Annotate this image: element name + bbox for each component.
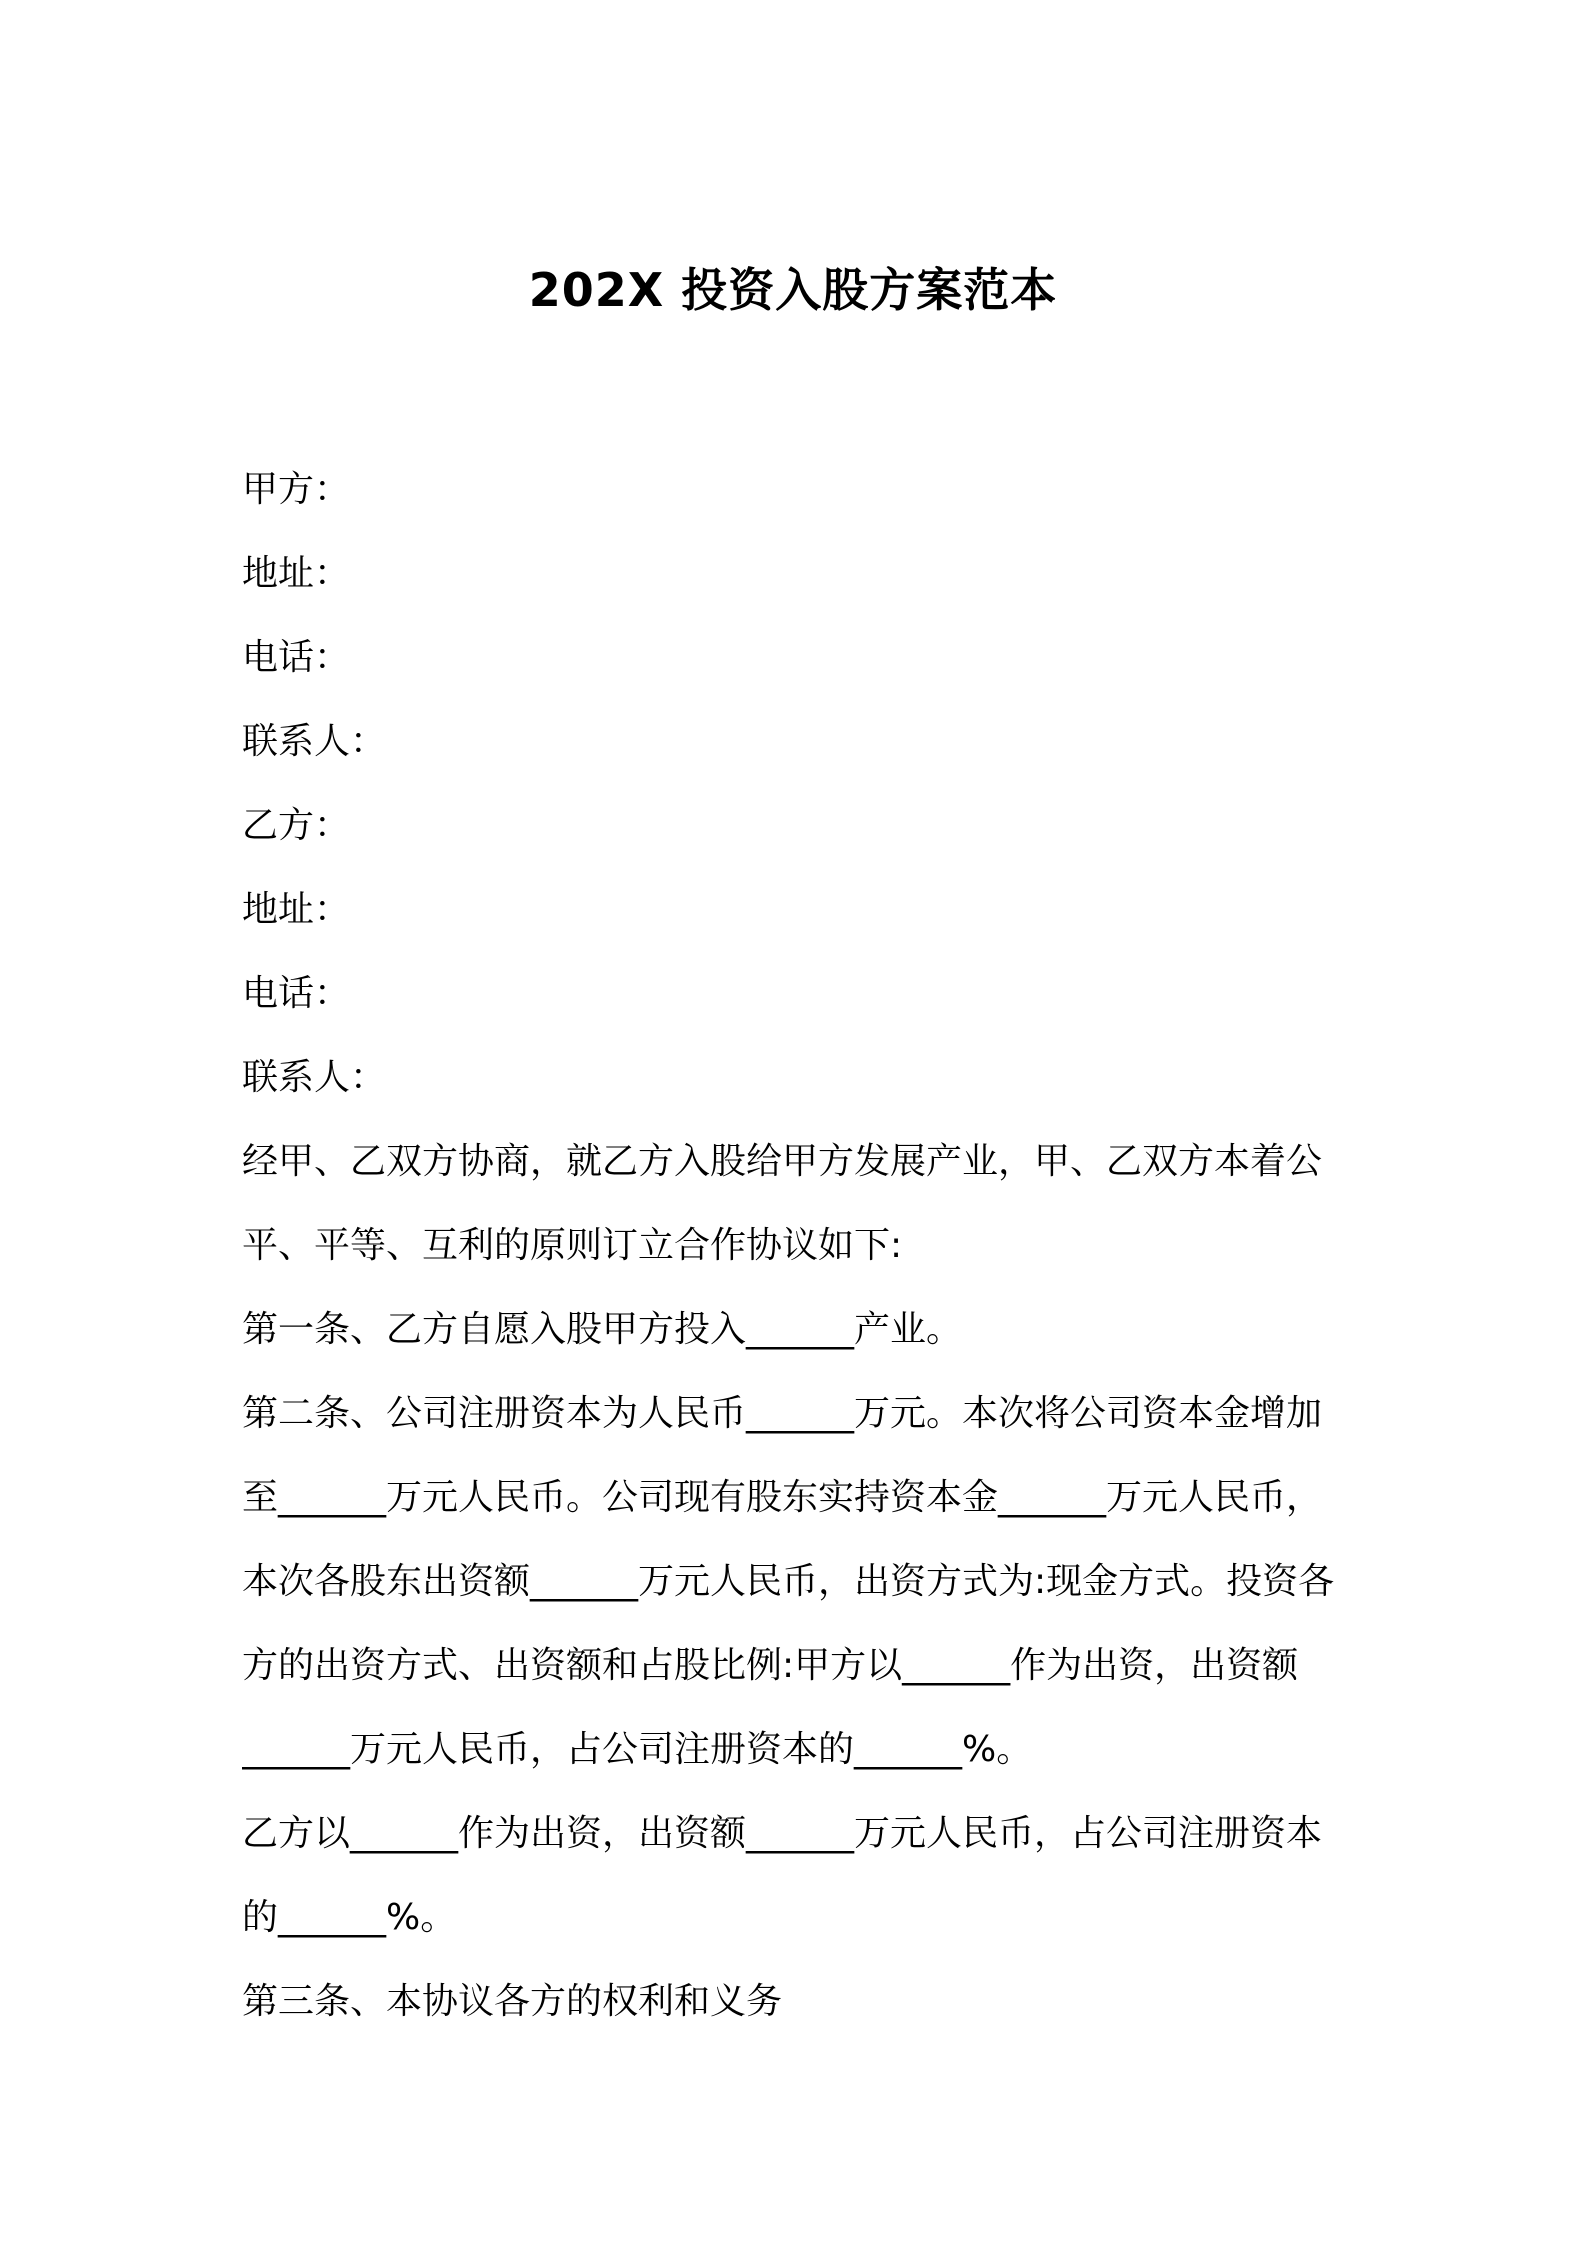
- party-a-address-label: 地址：: [242, 553, 351, 594]
- party-b-phone-label: 电话：: [242, 973, 351, 1014]
- article-2-line-7: 的______%。: [242, 1897, 457, 1938]
- article-1: 第一条、乙方自愿入股甲方投入______产业。: [242, 1309, 963, 1350]
- article-2-line-2: 至______万元人民币。公司现有股东实持资本金______万元人民币，: [242, 1477, 1323, 1518]
- preamble-line-1: 经甲、乙双方协商，就乙方入股给甲方发展产业，甲、乙双方本着公: [242, 1141, 1323, 1182]
- party-b-label: 乙方：: [242, 805, 351, 846]
- party-a-phone-label: 电话：: [242, 637, 351, 678]
- party-b-address-label: 地址：: [242, 889, 351, 930]
- article-2-line-3: 本次各股东出资额______万元人民币，出资方式为:现金方式。投资各: [242, 1561, 1335, 1602]
- party-a-label: 甲方：: [242, 469, 351, 510]
- article-3-heading: 第三条、本协议各方的权利和义务: [242, 1981, 783, 2022]
- document-body: [242, 448, 1362, 2044]
- article-2-line-4: 方的出资方式、出资额和占股比例:甲方以______作为出资，出资额: [242, 1645, 1299, 1686]
- article-2-line-6: 乙方以______作为出资，出资额______万元人民币，占公司注册资本: [242, 1813, 1323, 1854]
- party-b-contact-label: 联系人：: [242, 1057, 387, 1098]
- preamble-line-2: 平、平等、互利的原则订立合作协议如下:: [242, 1225, 903, 1266]
- article-2-line-1: 第二条、公司注册资本为人民币______万元。本次将公司资本金增加: [242, 1393, 1323, 1434]
- article-2-line-5: ______万元人民币，占公司注册资本的______%。: [242, 1729, 1033, 1770]
- document-title: 202X 投资入股方案范本: [528, 263, 1058, 317]
- party-a-contact-label: 联系人：: [242, 721, 387, 762]
